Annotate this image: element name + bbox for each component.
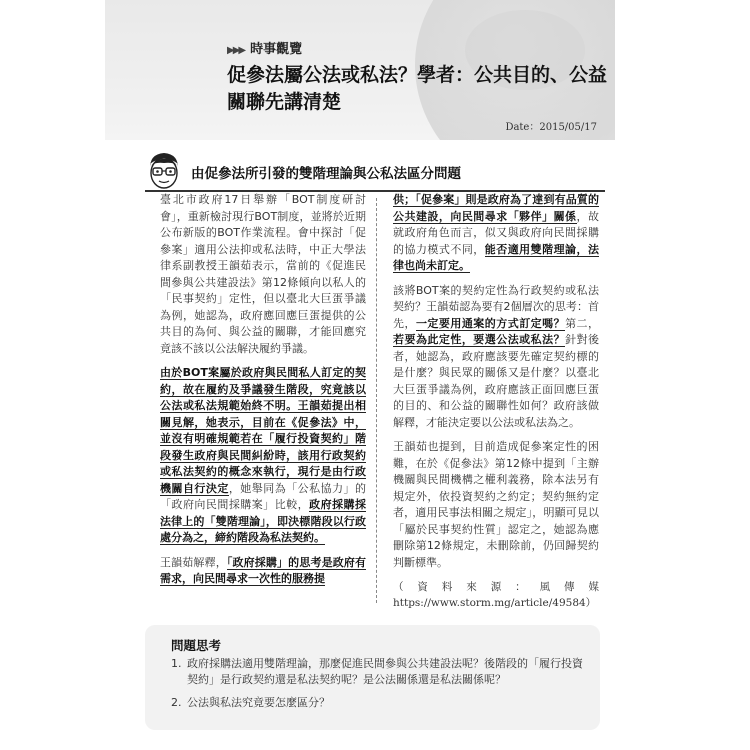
paragraph-text: 王韻茹解釋，: [160, 555, 227, 569]
paragraph: [393, 439, 599, 571]
article-headline: 促參法屬公法或私法？學者：公共目的、公益關聯先講清楚: [227, 64, 608, 113]
paragraph-text: 針對後者，她認為，政府應該要先確定契約標的是什麼？與民眾的關係又是什麼？以臺北大巨蛋爭議為例，政府應該正面回應巨蛋的目的、和公益的關聯性如何？政府該做解釋，才能決定要以公法或私法為之。: [393, 333, 600, 429]
article-date: Date：2015/05/17: [505, 122, 597, 133]
paragraph: [393, 192, 599, 275]
section-label-text: 時事觀覽: [250, 42, 303, 57]
section-label: [227, 38, 302, 57]
source-citation: （資料來源：風傳媒https://www.storm.mg/article/49584）: [393, 581, 599, 609]
highlighted-text: 若要為此定性，要選公法或私法？: [393, 333, 566, 346]
question-text: 公法與私法究竟要怎麼區分？: [187, 696, 330, 709]
paragraph: [160, 555, 366, 588]
triple-arrow-icon: ▶▶▶: [227, 45, 245, 56]
cartoon-avatar-icon: [145, 150, 183, 192]
paragraph-text: 第二，: [565, 316, 600, 330]
question-item: [171, 695, 591, 711]
column-divider: [376, 198, 377, 603]
question-text: 政府採購法適用雙階理論，那麼促進民間參與公共建設法呢？後階段的「履行投資契約」是行政契約還是私法契約呢？是公法關係還是私法關係呢？: [187, 657, 583, 686]
paragraph: [393, 283, 599, 432]
question-item: [171, 656, 591, 688]
highlighted-text: 「政府採購」的思考是政府有需求，向民間尋求一次性的服務提: [160, 555, 367, 585]
highlighted-text: 供；「促參案」則是政府為了達到有品質的公共建設，向民間尋求「夥伴」關係: [393, 193, 599, 223]
highlighted-text: 由於BOT案屬於政府與民間私人訂定的契約，故在履約及爭議發生階段，究竟該以公法或私法規範始終不明。王韻茹提出相關見解，她表示，目前在《促參法》中，並沒有明確規範若在「履行投資契約」階段發生政府與民間糾紛時，該用行政契約或私法契約的概念來執行，現行是由行政機關自行決定: [160, 366, 366, 495]
paragraph-text: 臺北市政府17日舉辦「BOT制度研討會」，重新檢討現行BOT制度，並將於近期公布新版的BOT作業流程。會中探討「促參案」適用公法抑或私法時，中正大學法律系副教授王韻茹表示，當前的《促進民間參與公共建設法》第12條傾向以私人的「民事契約」定性，但以臺北大巨蛋爭議為例，她認為，政府應回應巨蛋提供的公共目的為何、與公益的關聯，才能回應究竟該不該以公法解決履約爭議。: [160, 193, 366, 355]
question-number: 2.: [171, 696, 182, 709]
right-column: [393, 192, 599, 619]
paragraph: [160, 192, 366, 357]
questions-list: [171, 656, 591, 718]
highlighted-text: 能否適用雙階理論，法律也尚未訂定。: [393, 242, 600, 272]
question-number: 1.: [171, 657, 182, 670]
highlighted-text: 一定要用通案的方式訂定嗎？: [415, 316, 566, 330]
highlighted-text: 政府採購採法律上的「雙階理論」，即決標階段以行政處分為之，締約階段為私法契約。: [160, 498, 367, 544]
questions-title: 問題思考: [171, 638, 222, 653]
paragraph: [160, 365, 366, 547]
left-column: [160, 192, 366, 596]
paragraph-text: 王韻茹也提到，目前造成促參案定性的困難，在於《促參法》第12條中提到「主辦機關與民間機構之權利義務，除本法另有規定外，依投資契約之約定；契約無約定者，適用民事法相關之規定」，明顯可見以「屬於民事契約性質」認定之，她認為應刪除第12條規定，未刪除前，仍回歸契約判斷標準。: [393, 440, 599, 569]
topic-title: 由促參法所引發的雙階理論與公私法區分問題: [191, 166, 461, 182]
document-page: [105, 0, 615, 750]
paragraph-text: 該將BOT案的契約定性為行政契約或私法契約？王韻茹認為要有2個層次的思考：首先，: [393, 283, 599, 330]
paragraph-text: ，故就政府角色而言，似又與政府向民間採購的協力模式不同，: [393, 209, 600, 256]
paragraph-text: ，她舉同為「公私協力」的「政府向民間採購案」比較，: [160, 481, 367, 511]
